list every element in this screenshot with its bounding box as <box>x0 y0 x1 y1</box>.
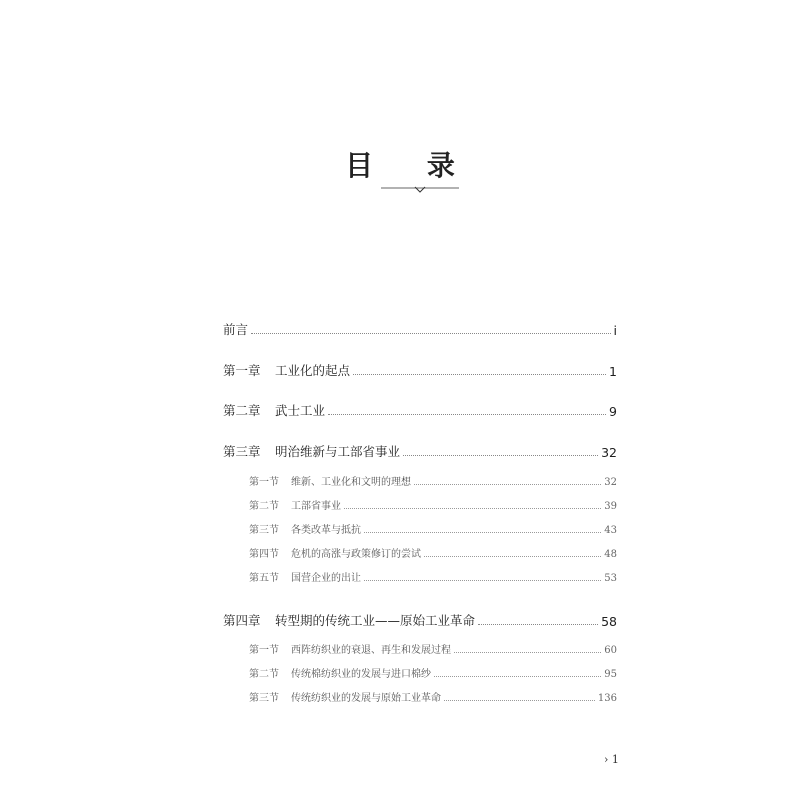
toc-entry-page: 95 <box>604 669 617 680</box>
toc-entry-label: 转型期的传统工业——原始工业革命 <box>275 613 476 628</box>
chapter-number: 第二章 <box>223 403 261 418</box>
chapter-number: 第四章 <box>223 613 261 628</box>
toc-entry-label: 维新、工业化和文明的理想 <box>291 477 411 488</box>
toc-entry-chapter-1[interactable] <box>223 357 617 379</box>
dot-leader <box>424 556 601 557</box>
chapter-number: 第三章 <box>223 444 261 459</box>
title-ornament-rule <box>381 186 459 196</box>
toc-entry-section[interactable] <box>249 518 617 536</box>
toc-entry-label: 各类改革与抵抗 <box>291 525 361 536</box>
toc-entry-page: 32 <box>601 445 617 460</box>
toc-entry-page: 60 <box>604 645 617 656</box>
toc-entry-label: 前言 <box>223 322 249 337</box>
toc-entry-chapter-3[interactable] <box>223 438 617 460</box>
dot-leader <box>328 414 606 415</box>
toc-entry-page: 1 <box>609 364 617 379</box>
dot-leader <box>414 484 601 485</box>
toc-entry-section[interactable] <box>249 494 617 512</box>
toc-entry-page: 39 <box>604 501 617 512</box>
title-block <box>0 148 800 184</box>
dot-leader <box>344 508 601 509</box>
toc-entry-section[interactable] <box>249 638 617 656</box>
toc-entry-section[interactable] <box>249 662 617 680</box>
toc-entry-section[interactable] <box>249 470 617 488</box>
page-number: › 1 <box>604 753 619 766</box>
toc-entry-page: i <box>613 323 617 338</box>
toc-entry-label: 明治维新与工部省事业 <box>275 444 401 459</box>
section-number: 第三节 <box>249 525 279 536</box>
dot-leader <box>353 374 606 375</box>
toc-entry-label: 国营企业的出让 <box>291 573 361 584</box>
page-title: 目 录 <box>345 149 477 182</box>
toc-entry-chapter-4[interactable] <box>223 607 617 629</box>
toc-entry-section[interactable] <box>249 542 617 560</box>
toc-entry-page: 32 <box>604 477 617 488</box>
toc-entry-label: 武士工业 <box>275 403 326 418</box>
dot-leader <box>364 580 601 581</box>
dot-leader <box>454 652 601 653</box>
dot-leader <box>403 455 598 456</box>
section-number: 第二节 <box>249 501 279 512</box>
toc-entry-section[interactable] <box>249 566 617 584</box>
toc-entry-page: 48 <box>604 549 617 560</box>
toc-entry-page: 9 <box>609 404 617 419</box>
toc-entry-label: 工业化的起点 <box>275 363 351 378</box>
dot-leader <box>444 700 595 701</box>
section-number: 第三节 <box>249 693 279 704</box>
toc-entry-section[interactable] <box>249 686 617 704</box>
toc-entry-label: 传统纺织业的发展与原始工业革命 <box>291 693 441 704</box>
toc-entry-label: 传统棉纺织业的发展与进口棉纱 <box>291 669 431 680</box>
toc-entry-page: 136 <box>597 693 617 704</box>
toc-entry-preface[interactable] <box>223 316 617 338</box>
dot-leader <box>478 624 598 625</box>
dot-leader <box>434 676 601 677</box>
section-number: 第一节 <box>249 645 279 656</box>
toc-entry-label: 危机的高涨与政策修订的尝试 <box>291 549 421 560</box>
toc-entry-page: 53 <box>604 573 617 584</box>
toc-entry-page: 43 <box>604 525 617 536</box>
section-number: 第四节 <box>249 549 279 560</box>
toc-entry-page: 58 <box>601 614 617 629</box>
toc-entry-label: 工部省事业 <box>291 501 341 512</box>
chapter-number: 第一章 <box>223 363 261 378</box>
section-number: 第二节 <box>249 669 279 680</box>
section-number: 第五节 <box>249 573 279 584</box>
dot-leader <box>364 532 601 533</box>
dot-leader <box>251 333 611 334</box>
toc-entry-chapter-2[interactable] <box>223 397 617 419</box>
toc-entry-label: 西阵纺织业的衰退、再生和发展过程 <box>291 645 451 656</box>
section-number: 第一节 <box>249 477 279 488</box>
